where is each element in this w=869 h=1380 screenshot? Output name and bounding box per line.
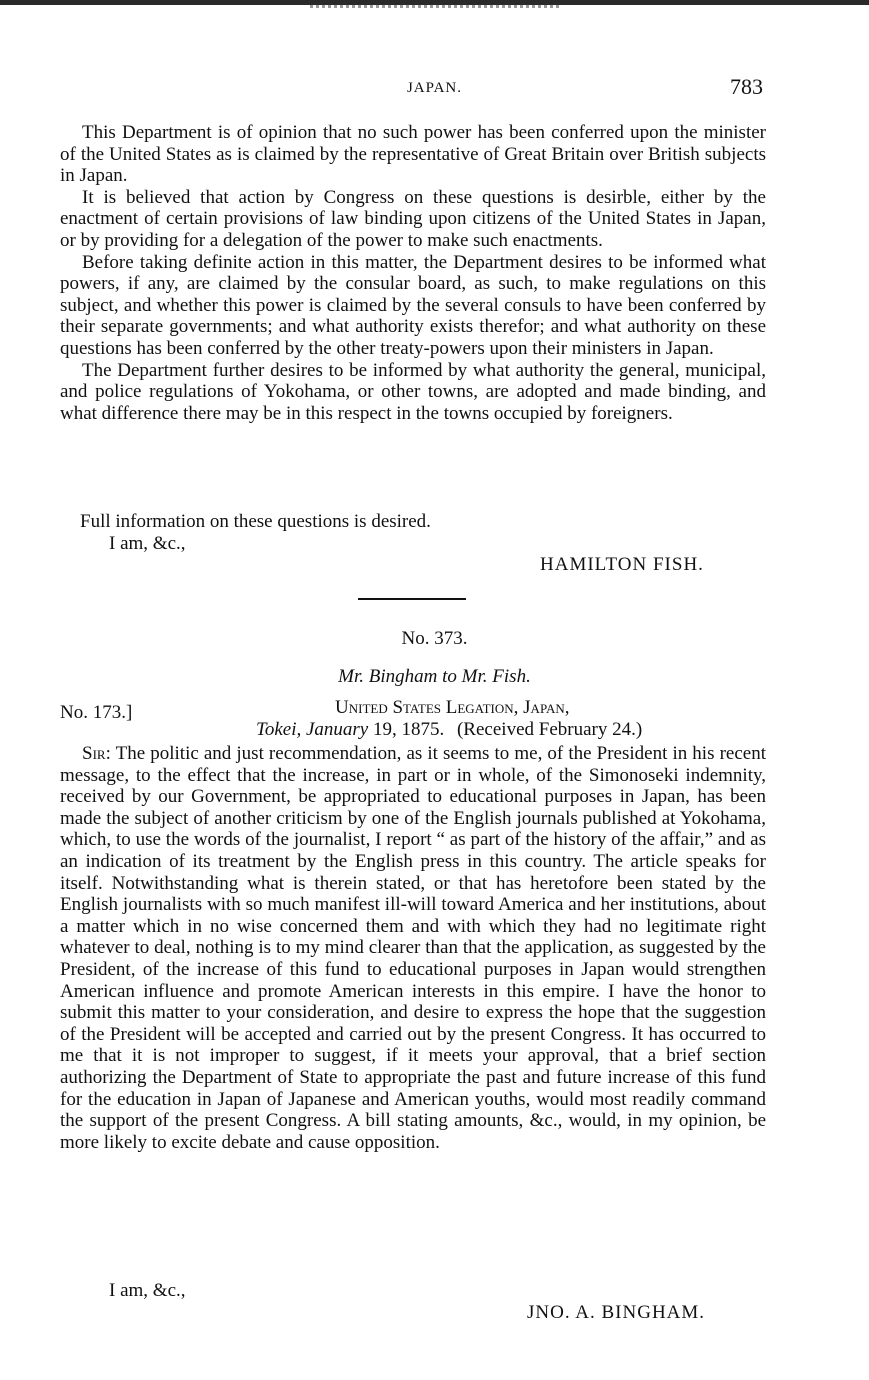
letter1-closing-request: Full information on these questions is desired. — [80, 511, 431, 532]
running-title: JAPAN. — [406, 80, 463, 96]
letter1-paragraph: It is believed that action by Congress on these questions is desirble, either by the enactment of certain provisions of law binding upon citizens of the United States in Japan, or by providing for a delegation of the power to make such enactments. — [60, 186, 766, 251]
dateline — [256, 719, 642, 741]
letter1-body — [60, 122, 766, 424]
received-date: (Received February 24.) — [456, 719, 643, 740]
letter1-signature: HAMILTON FISH. — [540, 554, 704, 575]
letter2-closing: I am, &c., — [109, 1280, 186, 1301]
dateline-date: 19, 1875. — [372, 719, 445, 740]
letter2-body — [60, 743, 766, 1153]
letter2-body-text: The politic and just recommendation, as it seems to me, of the President in his recent message, to the effect that the increase, in part or in whole, of the Simonoseki indemnity, received by our Government, be appropriated to educational purposes in Japan, has been made the subject of another criticism by one of the English journals published at Yokohama, which, to use the words of the journalist, I report “ as part of the history of the affair,” and as an indication of its treatment by the English press in this country. The article speaks for itself. Notwithstanding what is therein stated, or that has heretofore been stated by the English journalists with so much manifest ill-will toward America and her institutions, about a matter which in no wise concerned them and with which they had no legitimate right whatever to deal, nothing is to my mind clearer than that the application, as suggested by the President, of the increase of this fund to educational purposes in Japan would strengthen American influence and promote American interests in this empire. I have the honor to submit this matter to your consideration, and desire to express the hope that the suggestion of the President will be accepted and carried out by the present Congress. It has occurred to me that it is not improper to suggest, if it meets your approval, that a brief section authorizing the Department of State to appropriate the past and future increase of this fund for the education in Japan of Japanese and American youths, would most readily command the support of the present Congress. A bill stating amounts, &c., would, in my opinion, be more likely to excite debate and cause opposition. — [60, 743, 766, 1153]
page-number: 783 — [730, 74, 763, 99]
salutation: Sir: — [82, 743, 111, 764]
page-top-edge-speckle — [310, 5, 560, 8]
letter2-signature: JNO. A. BINGHAM. — [527, 1302, 706, 1323]
letter2-paragraph — [60, 743, 766, 1153]
section-divider — [358, 598, 466, 600]
letter1-paragraph: This Department is of opinion that no such power has been conferred upon the minister of the United States as is claimed by the representative of Great Britain over British subjects in Japan. — [60, 122, 766, 187]
document-number: No. 373. — [401, 628, 468, 649]
dispatch-number: No. 173.] — [60, 702, 133, 723]
letter1-closing: I am, &c., — [109, 533, 186, 554]
running-head — [0, 74, 869, 104]
letter1-paragraph: Before taking definite action in this matter, the Department desires to be informed what powers, if any, are claimed by the consular board, as such, to make regulations on this subject, and whether this power is claimed by the several consuls to have been conferred by their separate governments; and what authority exists therefor; and what authority on these questions has been conferred by the other treaty-powers upon their ministers in Japan. — [60, 251, 766, 359]
legation-line: United States Legation, Japan, — [335, 697, 570, 718]
letter1-paragraph: The Department further desires to be informed by what authority the general, municipal, and police regulations of Yokohama, or other towns, are adopted and made binding, and what difference there may be in this respect in the towns occupied by foreigners. — [60, 359, 766, 424]
letter-heading: Mr. Bingham to Mr. Fish. — [338, 666, 531, 687]
dateline-place: Tokei, — [256, 719, 302, 740]
dateline-month: January — [305, 719, 369, 740]
